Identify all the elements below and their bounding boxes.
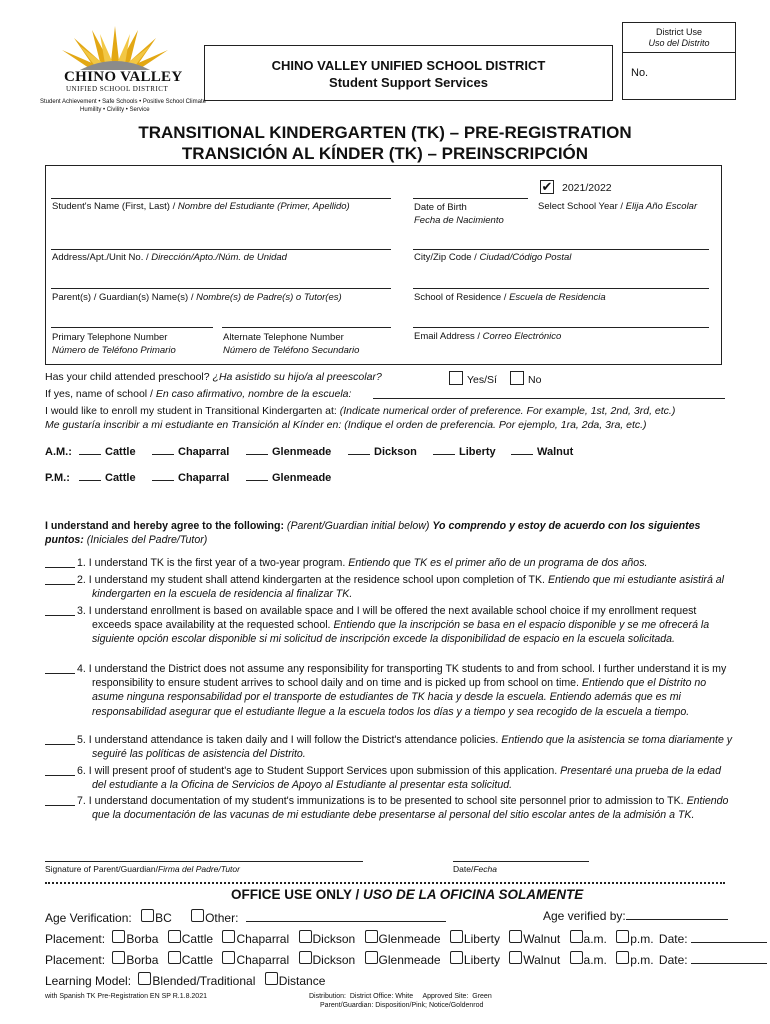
number-label: No. <box>631 67 649 79</box>
agreement-item: 1. I understand TK is the first year of a two-year program. Entiendo que TK es el primer año de un programa de dos años. <box>45 556 735 570</box>
am-choice-chaparral[interactable]: Chaparral <box>152 446 229 458</box>
district-use-box <box>622 22 736 100</box>
am-choice-glenmeade[interactable]: Glenmeade <box>246 446 331 458</box>
agreement-item: 5. I understand attendance is taken daily and I will follow the District's attendance policies. Entiendo que la asistencia se toma diariamente y seguiré las políticas de asistencia del Distrito. <box>45 733 735 761</box>
school-year-label: Select School Year / Elija Año Escolar <box>538 201 698 212</box>
placement-row-2: Placement: Borba Cattle Chaparral Dickson Glenmeade Liberty Walnut a.m. p.m. Date: <box>45 951 767 967</box>
am-choice-walnut[interactable]: Walnut <box>511 446 573 458</box>
initial-blank[interactable] <box>45 584 75 585</box>
placement-date-line[interactable] <box>691 942 767 943</box>
city-zip-label: City/Zip Code / Ciudad/Código Postal <box>414 252 572 263</box>
agreement-item: 7. I understand documentation of my student's immunizations is to be presented to school site personnel prior to admission to TK. Entiendo que la documentación de las vacunas de mi estudiante debe presentarse al personal del sitio escolar antes de la admisión a TK. <box>45 794 735 822</box>
preschool-no-label: No <box>528 374 542 386</box>
bc-checkbox[interactable] <box>141 909 154 922</box>
signature-line[interactable] <box>45 861 363 862</box>
placement-dickson-checkbox[interactable] <box>299 951 312 964</box>
page-title-es: TRANSICIÓN AL KÍNDER (TK) – PREINSCRIPCIÓN <box>181 144 589 163</box>
office-divider <box>45 882 725 884</box>
parent-name-label: Parent(s) / Guardian(s) Name(s) / Nombre(s) de Padre(s) o Tutor(es) <box>52 292 342 303</box>
placement-pm-checkbox[interactable] <box>616 951 629 964</box>
pm-choice-chaparral[interactable]: Chaparral <box>152 472 229 484</box>
placement-chaparral-checkbox[interactable] <box>222 951 235 964</box>
department-name: Student Support Services <box>329 75 488 90</box>
district-use-label: District Use <box>655 27 702 37</box>
placement-walnut-checkbox[interactable] <box>509 951 522 964</box>
placement-liberty-checkbox[interactable] <box>450 951 463 964</box>
student-name-label: Student's Name (First, Last) / Nombre del Estudiante (Primer, Apellido) <box>52 201 350 212</box>
enroll-line-en: I would like to enroll my student in Transitional Kindergarten at: (Indicate numerical order of preference. For example, 1st, 2nd, 3rd, etc.) <box>45 405 676 417</box>
signature-label: Signature of Parent/Guardian/Firma del Padre/Tutor <box>45 864 240 874</box>
email-label: Email Address / Correo Electrónico <box>414 331 562 342</box>
other-checkbox[interactable] <box>191 909 204 922</box>
preschool-school-label: If yes, name of school / En caso afirmativo, nombre de la escuela: <box>45 388 352 400</box>
placement-chaparral-checkbox[interactable] <box>222 930 235 943</box>
other-line[interactable] <box>246 921 446 922</box>
age-verification-row: Age Verification: BC Other: <box>45 909 446 925</box>
enroll-line-es: Me gustaría inscribir a mi estudiante en Transición al Kínder en: (Indique el orden de preferencia. Por ejemplo, 1ra, 2da, 3ra, etc.) <box>45 419 647 431</box>
agreement-item: 6. I will present proof of student's age to Student Support Services upon submission of this application. Presentaré una prueba de la edad del estudiante a la Oficina de Servicios de Apoyo al Estudiante al presentar esta solicitud. <box>45 764 735 792</box>
age-verified-by-line[interactable] <box>626 919 728 920</box>
date-label: Date/Fecha <box>453 864 497 874</box>
school-year-checkbox[interactable]: ✔ <box>541 179 553 194</box>
footer-distribution-2: Parent/Guardian: Disposition/Pink; Notice/Goldenrod <box>320 1002 484 1009</box>
preschool-question: Has your child attended preschool? ¿Ha asistido su hijo/a al preescolar? <box>45 371 382 383</box>
logo-tagline-2: Humility • Civility • Service <box>80 107 150 113</box>
logo-name: CHINO VALLEY <box>64 69 183 85</box>
distance-checkbox[interactable] <box>265 972 278 985</box>
logo-subtitle: UNIFIED SCHOOL DISTRICT <box>66 85 169 93</box>
district-use-label-es: Uso del Distrito <box>648 38 710 48</box>
initial-blank[interactable] <box>45 775 75 776</box>
residence-school-label: School of Residence / Escuela de Residencia <box>414 292 606 303</box>
placement-glenmeade-checkbox[interactable] <box>365 951 378 964</box>
placement-pm-checkbox[interactable] <box>616 930 629 943</box>
primary-phone-label: Primary Telephone Number Número de Teléfono Primario <box>52 332 176 356</box>
am-choice-liberty[interactable]: Liberty <box>433 446 496 458</box>
agreement-item: 3. I understand enrollment is based on available space and I will be offered the next available school choice if my enrollment request exceeds space availability at the requested school. Entiendo que la inscripción se basa en el espacio disponible y se me ofrecerá la siguiente opción escolar disponible si mi solicitud de inscripción excede la disponibilidad de espacio en la escuela solicitada. <box>45 604 735 647</box>
placement-borba-checkbox[interactable] <box>112 951 125 964</box>
placement-row-1: Placement: Borba Cattle Chaparral Dickson Glenmeade Liberty Walnut a.m. p.m. Date: <box>45 930 767 946</box>
initial-blank[interactable] <box>45 673 75 674</box>
page-title: TRANSITIONAL KINDERGARTEN (TK) – PRE-REGISTRATION <box>138 123 632 142</box>
initial-blank[interactable] <box>45 805 75 806</box>
sun-logo-icon <box>40 22 200 72</box>
initial-blank[interactable] <box>45 744 75 745</box>
logo-tagline-1: Student Achievement • Safe Schools • Positive School Climate <box>40 99 206 105</box>
pm-choice-cattle[interactable]: Cattle <box>79 472 136 484</box>
placement-liberty-checkbox[interactable] <box>450 930 463 943</box>
footer-distribution-1: Distribution: District Office: White Approved Site: Green <box>309 993 492 1000</box>
date-line[interactable] <box>453 861 589 862</box>
learning-model-row: Learning Model: Blended/Traditional Distance <box>45 974 326 988</box>
initial-blank[interactable] <box>45 567 75 568</box>
footer-version: with Spanish TK Pre-Registration EN SP R.1.8.2021 <box>45 993 207 1000</box>
header-box <box>204 45 613 101</box>
placement-dickson-checkbox[interactable] <box>299 930 312 943</box>
pm-label: P.M.: <box>45 472 70 484</box>
placement-cattle-checkbox[interactable] <box>168 930 181 943</box>
am-choice-dickson[interactable]: Dickson <box>348 446 417 458</box>
agreement-item: 2. I understand my student shall attend kindergarten at the residence school upon completion of TK. Entiendo que mi estudiante asistirá al kindergarten en la escuela de residencia al finalizar TK. <box>45 573 735 601</box>
district-name: CHINO VALLEY UNIFIED SCHOOL DISTRICT <box>271 58 546 73</box>
placement-cattle-checkbox[interactable] <box>168 951 181 964</box>
dob-label: Date of Birth Fecha de Nacimiento <box>414 202 504 226</box>
am-label: A.M.: <box>45 446 72 458</box>
school-year-value: 2021/2022 <box>562 182 612 194</box>
age-verified-by-row: Age verified by: <box>543 909 728 923</box>
preschool-no-checkbox[interactable] <box>510 371 524 385</box>
placement-walnut-checkbox[interactable] <box>509 930 522 943</box>
blended-checkbox[interactable] <box>138 972 151 985</box>
placement-date-line[interactable] <box>691 963 767 964</box>
agreement-item: 4. I understand the District does not assume any responsibility for transporting TK students to and from school. I further understand it is my responsibility to ensure student arrives to school daily and on time and is picked up from school on time. Entiendo que el Distrito no asume ninguna responsabilidad por el transporte de estudiantes de TK hacia y desde la escuela. Entiendo además que es mi responsabilidad asegurar que el estudiante llegue a la escuela todos los días y a tiempo y sea recogido de la escuela a tiempo. <box>45 662 735 719</box>
am-choice-cattle[interactable]: Cattle <box>79 446 136 458</box>
preschool-yes-label: Yes/Sí <box>467 374 497 386</box>
alternate-phone-label: Alternate Telephone Number Número de Teléfono Secundario <box>223 332 360 356</box>
placement-borba-checkbox[interactable] <box>112 930 125 943</box>
placement-am-checkbox[interactable] <box>570 930 583 943</box>
placement-am-checkbox[interactable] <box>570 951 583 964</box>
agreement-heading: I understand and hereby agree to the following: (Parent/Guardian initial below) Yo comprendo y estoy de acuerdo con los siguientes puntos: (Iniciales del Padre/Tutor) <box>45 520 701 546</box>
address-label: Address/Apt./Unit No. / Dirección/Apto./Núm. de Unidad <box>52 252 287 263</box>
placement-glenmeade-checkbox[interactable] <box>365 930 378 943</box>
office-use-title: OFFICE USE ONLY / USO DE LA OFICINA SOLAMENTE <box>231 887 584 902</box>
initial-blank[interactable] <box>45 615 75 616</box>
preschool-yes-checkbox[interactable] <box>449 371 463 385</box>
pm-choice-glenmeade[interactable]: Glenmeade <box>246 472 331 484</box>
